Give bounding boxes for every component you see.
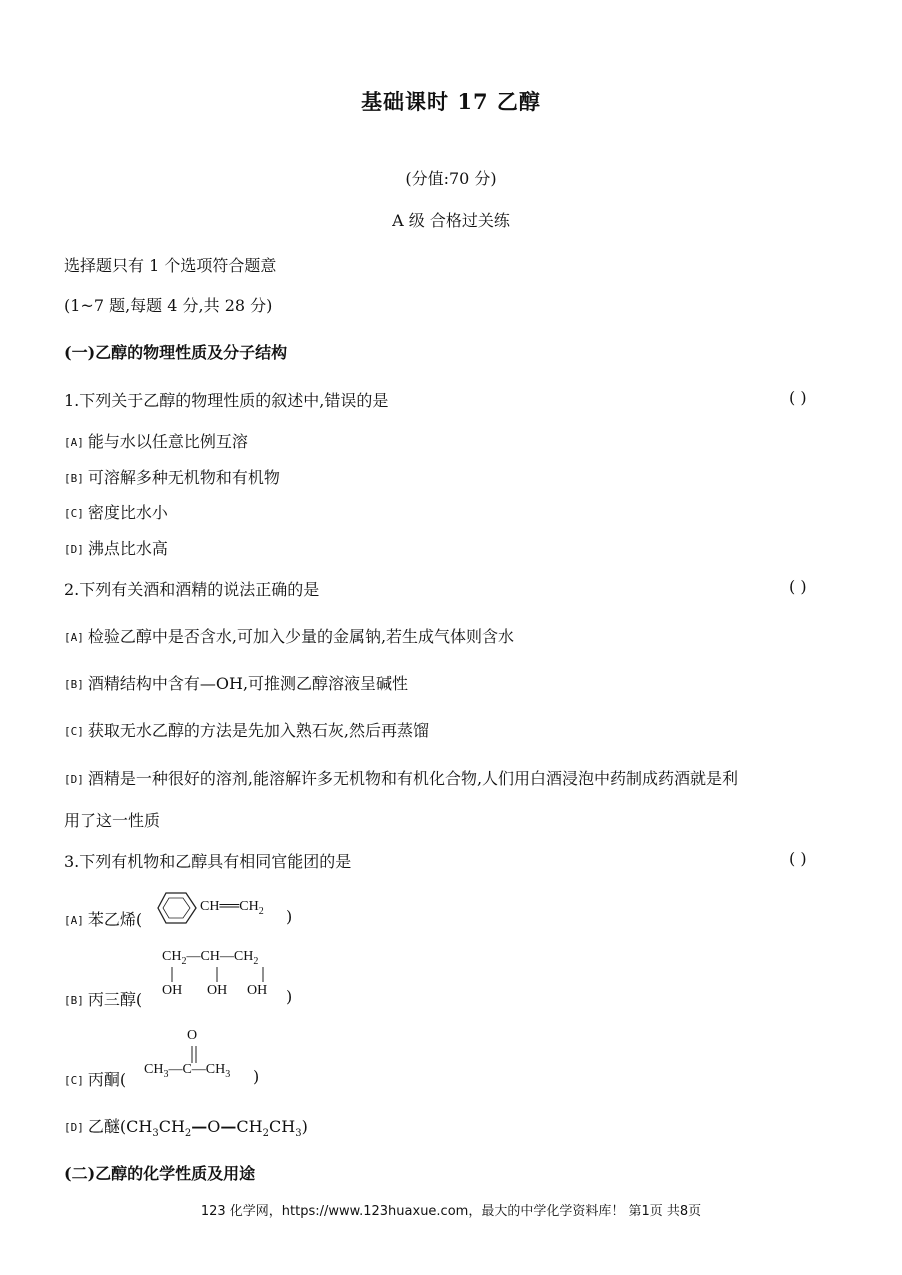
instruction-line-1: 选择题只有 1 个选项符合题意 <box>64 256 277 275</box>
option-3b <box>64 987 142 1010</box>
option-1a <box>64 429 248 452</box>
section-heading-2: (二)乙醇的化学性质及用途 <box>64 1164 256 1183</box>
option-1d <box>64 536 168 559</box>
option-tag: [B] <box>64 994 84 1007</box>
option-text: 酒精结构中含有—OH,可推测乙醇溶液呈碱性 <box>87 674 409 693</box>
option-text: 可溶解多种无机物和有机物 <box>87 468 280 487</box>
option-name: 乙醚( <box>87 1117 127 1136</box>
glycerol-oh-3: OH <box>247 983 268 998</box>
ether-formula: $CH_3CH_2—O—CH_2CH_3$) <box>126 1117 308 1140</box>
option-text: 沸点比水高 <box>87 539 168 558</box>
option-text: 酒精是一种很好的溶剂,能溶解许多无机物和有机化合物,人们用白酒浸泡中药制成药酒就是利 <box>87 769 739 788</box>
option-3a <box>64 907 142 930</box>
option-3b-close: ) <box>286 987 293 1006</box>
question-3-stem: 3.下列有机物和乙醇具有相同官能团的是 <box>64 852 352 871</box>
option-1c <box>64 500 168 523</box>
option-2a <box>64 624 514 647</box>
page-title: 基础课时 17 乙醇 <box>361 89 541 114</box>
page-footer: 123 化学网，https://www.123huaxue.com，最大的中学化学资料库！ 第1页 共8页 <box>200 1204 702 1219</box>
option-tag: [A] <box>64 631 84 644</box>
glycerol-carbon-chain: $CH_2—CH—CH_2$ <box>162 949 259 967</box>
option-text: 能与水以任意比例互溶 <box>87 432 248 451</box>
styrene-vinyl-group: $CH══CH_2$ <box>200 899 264 917</box>
question-2-stem: 2.下列有关酒和酒精的说法正确的是 <box>64 580 320 599</box>
option-tag: [A] <box>64 436 84 449</box>
answer-paren-2: ( ) <box>789 577 807 596</box>
option-tag: [D] <box>64 773 84 786</box>
option-3c <box>64 1067 126 1090</box>
option-3d <box>64 1114 308 1139</box>
acetone-oxygen: O <box>187 1028 198 1043</box>
option-name: 丙三醇( <box>87 990 143 1009</box>
option-tag: [A] <box>64 914 84 927</box>
option-2c <box>64 718 429 741</box>
answer-paren-3: ( ) <box>789 849 807 868</box>
glycerol-oh-2: OH <box>207 983 228 998</box>
option-2d-continuation: 用了这一性质 <box>64 811 161 830</box>
question-1-stem: 1.下列关于乙醇的物理性质的叙述中,错误的是 <box>64 391 389 410</box>
option-tag: [D] <box>64 543 84 556</box>
section-heading-1: (一)乙醇的物理性质及分子结构 <box>64 343 288 362</box>
glycerol-oh-1: OH <box>162 983 183 998</box>
level-heading: A 级 合格过关练 <box>392 211 510 230</box>
option-tag: [D] <box>64 1121 84 1134</box>
score-line: (分值:70 分) <box>405 169 497 188</box>
glycerol-bond-lines <box>160 966 284 984</box>
answer-paren-1: ( ) <box>789 388 807 407</box>
option-text: 获取无水乙醇的方法是先加入熟石灰,然后再蒸馏 <box>87 721 429 740</box>
benzene-ring-icon <box>156 891 200 925</box>
option-tag: [C] <box>64 725 84 738</box>
option-3a-close: ) <box>286 907 293 926</box>
option-2d <box>64 766 738 789</box>
option-text: 密度比水小 <box>87 503 168 522</box>
option-name: 丙酮( <box>87 1070 127 1089</box>
instruction-line-2: (1~7 题,每题 4 分,共 28 分) <box>64 296 273 315</box>
option-tag: [B] <box>64 678 84 691</box>
option-tag: [B] <box>64 472 84 485</box>
option-3c-close: ) <box>253 1067 260 1086</box>
option-1b <box>64 465 280 488</box>
option-name: 苯乙烯( <box>87 910 143 929</box>
option-text: 检验乙醇中是否含水,可加入少量的金属钠,若生成气体则含水 <box>87 627 515 646</box>
option-2b <box>64 671 408 694</box>
option-tag: [C] <box>64 1074 84 1087</box>
acetone-chain: $CH_3—C—CH_3$ <box>144 1062 231 1080</box>
option-tag: [C] <box>64 507 84 520</box>
